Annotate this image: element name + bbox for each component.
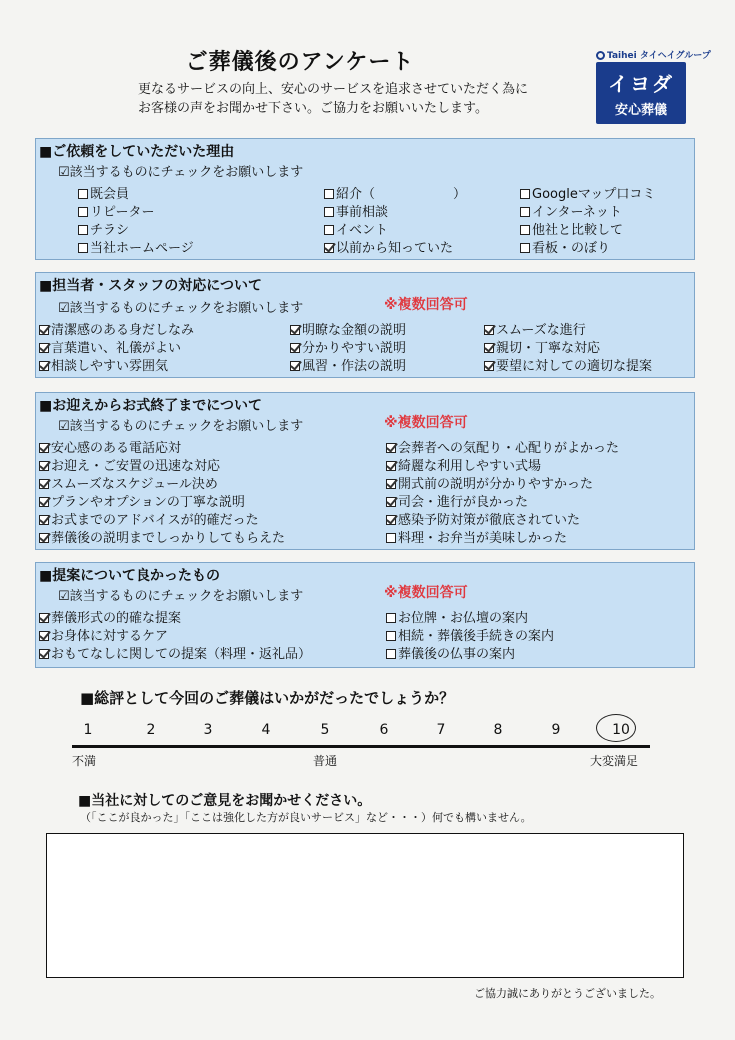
rating-option[interactable]: 9 xyxy=(551,722,561,738)
checkbox-option[interactable] xyxy=(39,319,194,338)
logo-brand: イヨダ xyxy=(608,72,674,96)
option-label: Googleマップ口コミ xyxy=(532,187,656,202)
checkbox-icon[interactable] xyxy=(520,189,530,199)
checkbox-option[interactable] xyxy=(78,237,194,256)
checked-checkbox-icon[interactable] xyxy=(39,515,49,525)
option-label: お身体に対するケア xyxy=(51,629,169,644)
checked-checkbox-icon[interactable] xyxy=(39,325,49,335)
rating-option[interactable]: 7 xyxy=(436,722,446,738)
checkbox-option[interactable] xyxy=(520,183,655,202)
rating-option[interactable]: 4 xyxy=(261,722,271,738)
checkbox-option[interactable] xyxy=(39,355,168,374)
checkbox-icon[interactable] xyxy=(386,613,396,623)
checkbox-icon[interactable] xyxy=(386,649,396,659)
checkbox-option[interactable] xyxy=(386,625,554,644)
section-instruction: ☑該当するものにチェックをお願いします xyxy=(58,589,304,604)
option-label: リピーター xyxy=(90,205,155,220)
intro-text xyxy=(138,80,528,118)
survey-section-4 xyxy=(35,562,695,668)
opinion-note: （「ここが良かった」「ここは強化した方が良いサービス」など・・・）何でも構いません。 xyxy=(80,811,532,824)
option-label: 以前から知っていた xyxy=(336,241,454,256)
option-label: インターネット xyxy=(532,205,622,220)
checked-checkbox-icon[interactable] xyxy=(39,479,49,489)
checkbox-option[interactable] xyxy=(39,625,168,644)
checkbox-option[interactable] xyxy=(39,643,311,662)
checkbox-option[interactable] xyxy=(324,201,388,220)
option-label: 明瞭な金額の説明 xyxy=(302,323,407,338)
checked-checkbox-icon[interactable] xyxy=(290,361,300,371)
section-instruction: ☑該当するものにチェックをお願いします xyxy=(58,301,304,316)
checked-checkbox-icon[interactable] xyxy=(290,343,300,353)
option-label: スムーズなスケジュール決め xyxy=(51,477,218,492)
multiple-answers-note: ※複数回答可 xyxy=(384,297,468,313)
option-label: 安心感のある電話応対 xyxy=(51,441,182,456)
checked-checkbox-icon[interactable] xyxy=(484,361,494,371)
option-label: 感染予防対策が徹底されていた xyxy=(398,513,581,528)
checked-checkbox-icon[interactable] xyxy=(324,243,334,253)
selected-rating-circle xyxy=(596,714,636,742)
option-label: 他社と比較して xyxy=(532,223,624,238)
checkbox-option[interactable] xyxy=(386,473,593,492)
option-label: 既会員 xyxy=(90,187,130,202)
checked-checkbox-icon[interactable] xyxy=(39,613,49,623)
checkbox-icon[interactable] xyxy=(78,225,88,235)
option-label: 司会・進行が良かった xyxy=(398,495,529,510)
checked-checkbox-icon[interactable] xyxy=(484,343,494,353)
option-label: 当社ホームページ xyxy=(90,241,194,256)
option-label: 料理・お弁当が美味しかった xyxy=(398,531,568,546)
checked-checkbox-icon[interactable] xyxy=(386,479,396,489)
checkbox-icon[interactable] xyxy=(324,207,334,217)
checkbox-option[interactable] xyxy=(386,643,515,662)
checkbox-option[interactable] xyxy=(39,491,245,510)
checkbox-option[interactable] xyxy=(520,201,622,220)
checked-checkbox-icon[interactable] xyxy=(39,461,49,471)
checked-checkbox-icon[interactable] xyxy=(290,325,300,335)
section-heading: ■担当者・スタッフの対応について xyxy=(39,278,262,294)
checkbox-option[interactable] xyxy=(39,437,181,456)
checkbox-option[interactable] xyxy=(386,455,541,474)
checkbox-option[interactable] xyxy=(290,319,406,338)
checked-checkbox-icon[interactable] xyxy=(39,497,49,507)
checkbox-option[interactable] xyxy=(39,337,181,356)
option-label: 葬儀形式の的確な提案 xyxy=(51,611,182,626)
option-label: 風習・作法の説明 xyxy=(302,359,407,374)
rating-option[interactable]: 3 xyxy=(203,722,213,738)
taihei-logo-icon xyxy=(596,51,605,60)
section-heading: ■ご依頼をしていただいた理由 xyxy=(39,144,235,160)
checked-checkbox-icon[interactable] xyxy=(39,343,49,353)
checkbox-icon[interactable] xyxy=(386,631,396,641)
option-label: 相談しやすい雰囲気 xyxy=(51,359,169,374)
checkbox-option[interactable] xyxy=(39,473,218,492)
checkbox-option[interactable] xyxy=(484,319,586,338)
option-label: 清潔感のある身だしなみ xyxy=(51,323,195,338)
section-heading: ■提案について良かったもの xyxy=(39,568,220,584)
scale-high-label: 大変満足 xyxy=(590,754,639,768)
option-label: 看板・のぼり xyxy=(532,241,611,256)
checkbox-option[interactable] xyxy=(39,509,259,528)
checkbox-icon[interactable] xyxy=(520,225,530,235)
checkbox-option[interactable] xyxy=(324,183,466,202)
survey-section-1 xyxy=(35,138,695,260)
checked-checkbox-icon[interactable] xyxy=(386,461,396,471)
option-label: お式までのアドバイスが的確だった xyxy=(51,513,259,528)
option-label: 紹介（ ） xyxy=(336,187,467,202)
checkbox-option[interactable] xyxy=(386,527,567,546)
rating-option[interactable]: 8 xyxy=(493,722,503,738)
rating-option[interactable]: 6 xyxy=(379,722,389,738)
checkbox-option[interactable] xyxy=(520,237,610,256)
checked-checkbox-icon[interactable] xyxy=(39,361,49,371)
option-label: 要望に対しての適切な提案 xyxy=(496,359,653,374)
checkbox-option[interactable] xyxy=(324,219,388,238)
option-label: 相続・葬儀後手続きの案内 xyxy=(398,629,555,644)
checkbox-icon[interactable] xyxy=(78,189,88,199)
checkbox-option[interactable] xyxy=(324,237,453,256)
checked-checkbox-icon[interactable] xyxy=(39,443,49,453)
checkbox-icon[interactable] xyxy=(324,189,334,199)
intro-line: 更なるサービスの向上、安心のサービスを追求させていただく為に xyxy=(138,82,529,97)
multiple-answers-note: ※複数回答可 xyxy=(384,415,468,431)
checkbox-option[interactable] xyxy=(290,337,406,356)
checkbox-option[interactable] xyxy=(78,219,129,238)
checkbox-option[interactable] xyxy=(520,219,623,238)
checkbox-option[interactable] xyxy=(484,337,600,356)
option-label: スムーズな進行 xyxy=(496,323,586,338)
option-label: お位牌・お仏壇の案内 xyxy=(398,611,529,626)
option-label: 分かりやすい説明 xyxy=(302,341,407,356)
page-title: ご葬儀後のアンケート xyxy=(185,50,415,75)
option-label: おもてなしに関しての提案（料理・返礼品） xyxy=(51,647,312,662)
checkbox-option[interactable] xyxy=(386,509,580,528)
section-instruction: ☑該当するものにチェックをお願いします xyxy=(58,419,304,434)
checked-checkbox-icon[interactable] xyxy=(39,533,49,543)
intro-line: お客様の声をお聞かせ下さい。ご協力をお願いいたします。 xyxy=(138,101,488,116)
rating-option[interactable]: 1 xyxy=(83,722,93,738)
option-label: 会葬者への気配り・心配りがよかった xyxy=(398,441,620,456)
company-logo xyxy=(596,62,686,124)
scale-line xyxy=(72,745,650,748)
scale-mid-label: 普通 xyxy=(313,754,338,768)
option-label: 親切・丁寧な対応 xyxy=(496,341,601,356)
checkbox-option[interactable] xyxy=(386,607,528,626)
logo-sub: 安心葬儀 xyxy=(614,103,667,118)
checkbox-icon[interactable] xyxy=(520,207,530,217)
option-label: 事前相談 xyxy=(336,205,389,220)
checkbox-option[interactable] xyxy=(290,355,406,374)
option-label: 葬儀後の仏事の案内 xyxy=(398,647,516,662)
checkbox-icon[interactable] xyxy=(520,243,530,253)
option-label: お迎え・ご安置の迅速な対応 xyxy=(51,459,221,474)
checkbox-icon[interactable] xyxy=(386,533,396,543)
checked-checkbox-icon[interactable] xyxy=(386,443,396,453)
thanks-text: ご協力誠にありがとうございました。 xyxy=(474,987,661,1000)
option-label: プランやオプションの丁寧な説明 xyxy=(51,495,245,510)
opinion-heading: ■当社に対してのご意見をお聞かせください。 xyxy=(78,793,372,809)
multiple-answers-note: ※複数回答可 xyxy=(384,585,468,601)
checkbox-option[interactable] xyxy=(484,355,652,374)
checkbox-option[interactable] xyxy=(39,527,285,546)
option-label: イベント xyxy=(336,223,389,238)
rating-option[interactable]: 10 xyxy=(612,722,630,738)
overall-question: ■総評として今回のご葬儀はいかがだったでしょうか？ xyxy=(80,689,455,707)
checked-checkbox-icon[interactable] xyxy=(484,325,494,335)
option-label: 綺麗な利用しやすい式場 xyxy=(398,459,542,474)
checkbox-option[interactable] xyxy=(386,437,619,456)
scale-low-label: 不満 xyxy=(72,754,97,768)
checkbox-option[interactable] xyxy=(39,455,220,474)
survey-section-3 xyxy=(35,392,695,550)
checkbox-icon[interactable] xyxy=(324,225,334,235)
checked-checkbox-icon[interactable] xyxy=(386,515,396,525)
option-label: チラシ xyxy=(90,223,130,238)
checked-checkbox-icon[interactable] xyxy=(386,497,396,507)
survey-section-2 xyxy=(35,272,695,378)
checkbox-option[interactable] xyxy=(78,183,129,202)
group-logo: Taihei タイヘイグループ xyxy=(596,48,711,61)
rating-option[interactable]: 2 xyxy=(146,722,156,738)
option-label: 開式前の説明が分かりやすかった xyxy=(398,477,594,492)
checkbox-option[interactable] xyxy=(78,201,154,220)
section-instruction: ☑該当するものにチェックをお願いします xyxy=(58,165,304,180)
option-label: 言葉遣い、礼儀がよい xyxy=(51,341,182,356)
rating-option[interactable]: 5 xyxy=(320,722,330,738)
checkbox-icon[interactable] xyxy=(78,207,88,217)
checkbox-icon[interactable] xyxy=(78,243,88,253)
comment-box[interactable] xyxy=(46,833,684,978)
checkbox-option[interactable] xyxy=(386,491,528,510)
checked-checkbox-icon[interactable] xyxy=(39,631,49,641)
section-heading: ■お迎えからお式終了までについて xyxy=(39,398,262,414)
checked-checkbox-icon[interactable] xyxy=(39,649,49,659)
checkbox-option[interactable] xyxy=(39,607,181,626)
option-label: 葬儀後の説明までしっかりしてもらえた xyxy=(51,531,286,546)
